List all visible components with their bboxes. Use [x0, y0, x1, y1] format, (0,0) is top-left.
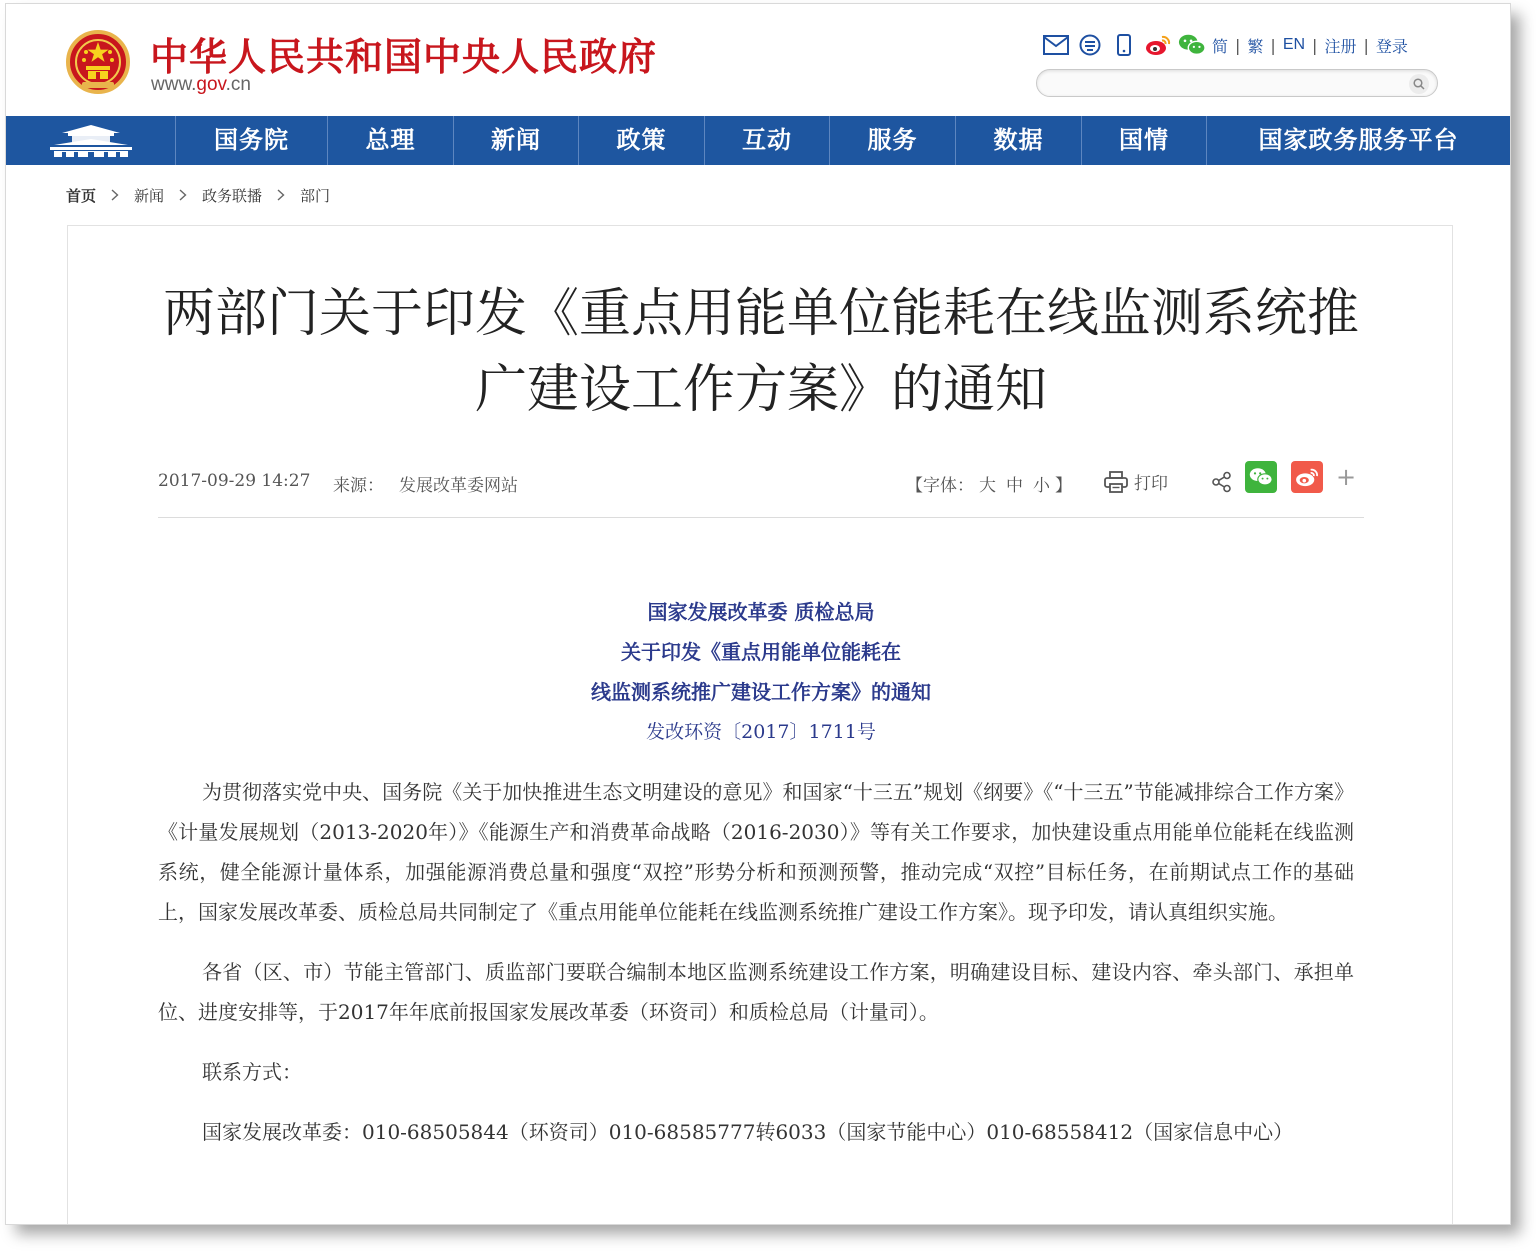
nav-home-logo[interactable] [6, 116, 176, 165]
nav-item-data[interactable]: 数据 [956, 116, 1082, 165]
document-number: 发改环资〔2017〕1711号 [646, 721, 876, 743]
share-weibo-button[interactable] [1291, 461, 1323, 493]
font-size-large[interactable]: 大 [979, 476, 996, 496]
font-size-open: 【字体： [906, 476, 974, 496]
publish-date: 2017-09-29 14:27 [158, 471, 311, 491]
page [6, 4, 1510, 1224]
toolbar-separator: | [1270, 35, 1276, 55]
weibo-icon[interactable] [1144, 32, 1172, 58]
wechat-icon [1249, 467, 1273, 487]
article-title [158, 276, 1364, 428]
toolbar-separator: | [1312, 35, 1318, 55]
share-icon[interactable] [1211, 471, 1233, 498]
font-size-close: 】 [1055, 476, 1072, 496]
message-icon[interactable] [1076, 32, 1104, 58]
nav-item-premier[interactable]: 总理 [328, 116, 454, 165]
toolbar-separator: | [1235, 35, 1241, 55]
source-name: 发展改革委网站 [399, 476, 518, 496]
breadcrumb-home[interactable]: 首页 [66, 186, 97, 205]
source-label: 来源： [333, 476, 384, 496]
wechat-icon[interactable] [1178, 32, 1206, 58]
nav-item-news[interactable]: 新闻 [454, 116, 579, 165]
print-label: 打印 [1134, 474, 1168, 494]
top-toolbar [1042, 30, 1408, 60]
article [67, 225, 1453, 1224]
document-title-line-1: 关于印发《重点用能单位能耗在 [621, 640, 901, 664]
nav-item-services[interactable]: 服务 [830, 116, 956, 165]
body-paragraph: 联系方式： [202, 1060, 302, 1084]
nav-item-national-profile[interactable]: 国情 [1082, 116, 1207, 165]
breadcrumb-departments[interactable]: 部门 [300, 186, 331, 205]
font-size-switcher [906, 471, 1072, 496]
toolbar-link-english[interactable]: EN [1282, 36, 1306, 53]
site-url-domain: gov [196, 74, 226, 95]
print-button[interactable] [1104, 469, 1168, 494]
search-box [1036, 69, 1438, 97]
article-body [158, 772, 1354, 1172]
font-size-small[interactable]: 小 [1033, 476, 1050, 496]
site-url-prefix: www. [151, 74, 197, 95]
meta-divider [158, 517, 1364, 518]
national-emblem-icon[interactable] [66, 30, 130, 96]
share-wechat-button[interactable] [1245, 461, 1277, 493]
chevron-right-icon [274, 189, 288, 201]
body-paragraph: 各省（区、市）节能主管部门、质监部门要联合编制本地区监测系统建设工作方案，明确建设目标、建设内容、牵头部门、承担单位、进度安排等，于2017年年底前报国家发展改革委（环资司）和质检总局（计量司）。 [158, 960, 1354, 1024]
chevron-right-icon [176, 189, 190, 201]
toolbar-link-login[interactable]: 登录 [1375, 38, 1408, 56]
weibo-icon [1295, 467, 1319, 487]
breadcrumb [66, 184, 330, 206]
site-url [151, 74, 251, 96]
breadcrumb-news[interactable]: 新闻 [134, 186, 165, 205]
nav-item-interaction[interactable]: 互动 [705, 116, 830, 165]
site-url-suffix: .cn [225, 74, 251, 95]
toolbar-separator: | [1363, 35, 1369, 55]
document-title-line-2: 线监测系统推广建设工作方案》的通知 [591, 680, 931, 704]
toolbar-link-traditional[interactable]: 繁 [1247, 38, 1264, 56]
article-title-line-2: 广建设工作方案》的通知 [474, 360, 1047, 420]
body-paragraph: 国家发展改革委：010-68505844（环资司）010-68585777转6033（国家节能中心）010-68558412（国家信息中心） [202, 1120, 1294, 1144]
site-header [6, 4, 1510, 116]
mail-icon[interactable] [1042, 32, 1070, 58]
nav-item-gov-service-platform[interactable]: 国家政务服务平台 [1258, 126, 1459, 154]
font-size-medium[interactable]: 中 [1006, 476, 1023, 496]
document-issuers: 国家发展改革委 质检总局 [647, 600, 875, 624]
more-share-button[interactable]: + [1336, 463, 1357, 491]
body-paragraph: 为贯彻落实党中央、国务院《关于加快推进生态文明建设的意见》和国家“十三五”规划《纲要》《“十三五”节能减排综合工作方案》《计量发展规划（2013-2020年）》《能源生产和消费革命战略（2016-2030）》等有关工作要求，加快建设重点用能单位能耗在线监测系统，健全能源计量体系，加强能源消费总量和强度“双控”形势分析和预测预警，推动完成“双控”目标任务，在前期试点工作的基础上，国家发展改革委、质检总局共同制定了《重点用能单位能耗在线监测系统推广建设工作方案》。现予印发，请认真组织实施。 [158, 780, 1354, 924]
search-icon [1413, 78, 1425, 90]
nav-item-state-council[interactable]: 国务院 [176, 116, 328, 165]
chevron-right-icon [108, 189, 122, 201]
main-nav [6, 116, 1510, 165]
mobile-icon[interactable] [1110, 32, 1138, 58]
printer-icon [1104, 471, 1128, 493]
tiananmen-icon [48, 123, 134, 159]
breadcrumb-gov-news-broadcast[interactable]: 政务联播 [202, 186, 263, 205]
toolbar-link-register[interactable]: 注册 [1324, 38, 1357, 56]
document-header [158, 592, 1364, 752]
article-title-line-1: 两部门关于印发《重点用能单位能耗在线监测系统推 [162, 284, 1359, 344]
article-meta [158, 463, 1364, 497]
site-title[interactable]: 中华人民共和国中央人民政府 [150, 34, 658, 79]
toolbar-link-simplified[interactable]: 简 [1212, 38, 1229, 56]
search-input[interactable] [1049, 70, 1413, 98]
nav-item-policy[interactable]: 政策 [579, 116, 705, 165]
search-button[interactable] [1409, 74, 1429, 94]
